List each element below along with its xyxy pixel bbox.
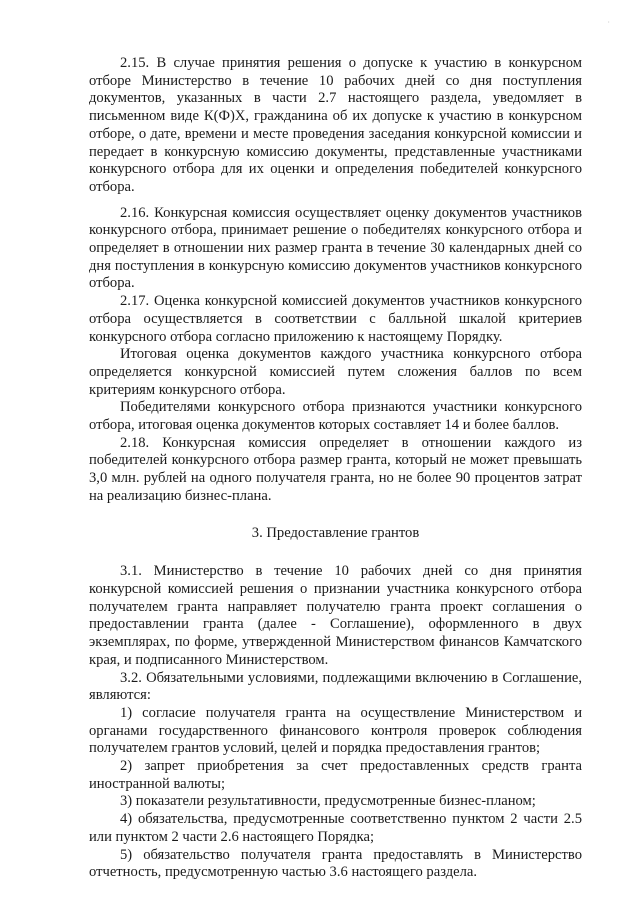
list-item-5: 5) обязательство получателя гранта предоставлять в Министерство отчетность, предусмотренную частью 3.6 настоящего раздела. <box>89 846 582 881</box>
section-heading: 3. Предоставление грантов <box>251 524 420 541</box>
paragraph-2-15: 2.15. В случае принятия решения о допуске к участию в конкурсном отборе Министерство в течение 10 рабочих дней со дня поступления документов, указанных в части 2.7 настоящего раздела, уведомляет в письменном виде К(Ф)Х, гражданина об их допуске к участию в конкурсном отборе, о дате, времени и месте проведения заседания конкурсной комиссии и передает в конкурсную комиссию документы, представленные участниками конкурсного отбора для их оценки и определения победителей конкурсного отбора. <box>89 55 582 195</box>
list-item-4: 4) обязательства, предусмотренные соответственно пунктом 2 части 2.5 или пунктом 2 части 2.6 настоящего Порядка; <box>89 811 582 845</box>
paragraph-winners: Победителями конкурсного отбора признаются участники конкурсного отбора, итоговая оценка документов которых составляет 14 и более баллов. <box>89 399 582 434</box>
list-item-3: 3) показатели результативности, предусмотренные бизнес-планом; <box>120 793 536 810</box>
document-body <box>89 55 582 882</box>
corner-mark: · <box>607 18 610 27</box>
paragraph-total-score: Итоговая оценка документов каждого участника конкурсного отбора определяется конкурсной комиссией путем сложения баллов по всем критериям конкурсного отбора. <box>89 346 582 398</box>
paragraph-2-16: 2.16. Конкурсная комиссия осуществляет оценку документов участников конкурсного отбора, принимает решение о победителях конкурсного отбора и определяет в отношении них размер гранта в течение 30 календарных дней со дня поступления в конкурсную комиссию документов участников конкурсного отбора. <box>89 204 582 292</box>
list-item-1: 1) согласие получателя гранта на осуществление Министерством и органами государственного финансового контроля проверок соблюдения получателем грантов условий, целей и порядка предоставления грантов; <box>89 704 582 757</box>
paragraph-2-17: 2.17. Оценка конкурсной комиссией документов участников конкурсного отбора осуществляется в соответствии с балльной шкалой критериев конкурсного отбора согласно приложению к настоящему Порядку. <box>89 293 582 345</box>
list-item-2: 2) запрет приобретения за счет предоставленных средств гранта иностранной валюты; <box>89 758 582 792</box>
paragraph-2-18: 2.18. Конкурсная комиссия определяет в отношении каждого из победителей конкурсного отбора размер гранта, который не может превышать 3,0 млн. рублей на одного получателя гранта, но не более 90 процентов затрат на реализацию бизнес-плана. <box>89 434 582 504</box>
paragraph-3-2: 3.2. Обязательными условиями, подлежащими включению в Соглашение, являются: <box>89 669 582 704</box>
paragraph-3-1: 3.1. Министерство в течение 10 рабочих дней со дня принятия конкурсной комиссией решения о признании участника конкурсного отбора получателем гранта направляет получателю гранта проект соглашения о предоставлении гранта (далее - Соглашение), оформленного в двух экземплярах, по форме, утвержденной Министерством финансов Камчатского края, и подписанного Министерством. <box>89 563 582 668</box>
